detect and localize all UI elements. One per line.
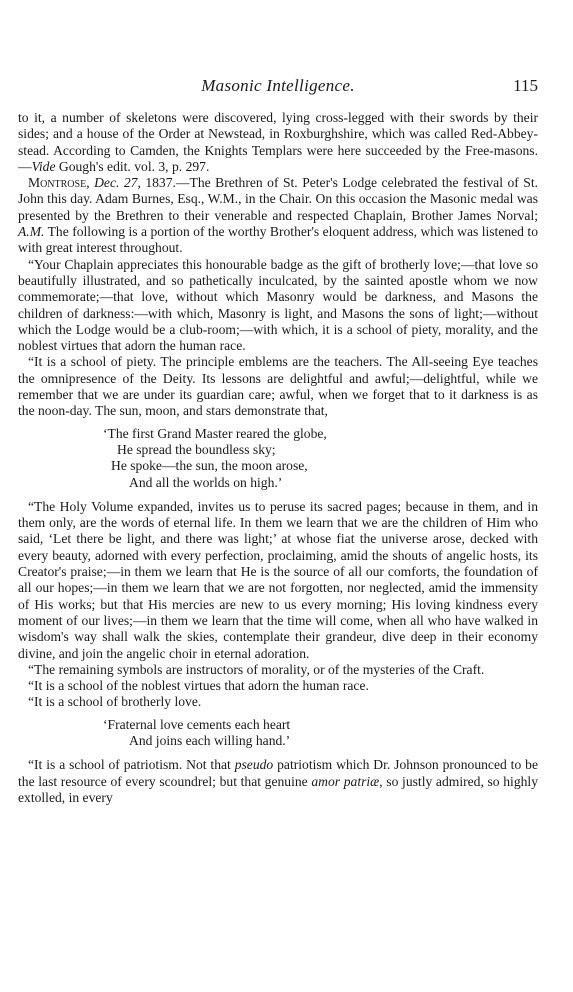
verse-line: And all the worlds on high.’ xyxy=(129,474,283,490)
place-name: Montrose xyxy=(28,175,87,191)
verse-line: He spread the boundless sky; xyxy=(117,441,276,457)
citation-text: Gough's edit. vol. 3, p. 297. xyxy=(55,158,210,174)
paragraph-text: The following is a portion of the worthy Brother's eloquent address, which was listened to with great interest throughout. xyxy=(18,224,538,256)
verse-line: ‘The first Grand Master reared the globe, xyxy=(103,425,327,441)
paragraph-brotherly-love: “It is a school of brotherly love. xyxy=(28,694,202,710)
running-head xyxy=(18,76,538,98)
verse-line: He spoke—the sun, the moon arose, xyxy=(111,458,308,474)
paragraph-piety: “It is a school of piety. The principle emblems are the teachers. The All-seeing Eye teaches the omnipresence of the Deity. Its lessons are delightful and awful;—delightful, while we remember that we are under its guardian care; awful, when we forget that to it darkness is as the noon-day. The sun, moon, and stars demonstrate that, xyxy=(18,354,538,419)
verse-fraternal-love xyxy=(18,717,538,750)
paragraph-chaplain: “Your Chaplain appreciates this honourable badge as the gift of brotherly love;—that love so beautifully illustrated, and so pathetically inculcated, by the sainted apostle whom we now commemorate;—that love, without which Masonry would be darkness, and Masons the children of darkness:—with which, Masonry is light, and Masons the sons of light;—without which the Lodge would be a club-room;—with which, it is a school of piety, morality, and the noblest virtues that adorn the human race. xyxy=(18,256,538,354)
paragraph-patriotism xyxy=(18,757,538,806)
running-title: Masonic Intelligence. xyxy=(201,76,355,95)
page-number: 115 xyxy=(513,76,538,95)
pseudo-term: pseudo xyxy=(234,757,274,773)
paragraph-montrose: Montrose, Dec. 27, 1837.—The Brethren of St. Peter's Lodge celebrated the festival of St. John this day. Adam Burnes, Esq., W.M., in the Chair. On this occasion the Masonic medal was presented by the Brethren to their venerable and respected Chaplain, Brother James Norval; A.M. The following is a portion of the worthy Brother's eloquent address, which was listened to with great interest throughout. xyxy=(18,175,538,256)
verse-line: And joins each willing hand.’ xyxy=(129,732,291,748)
vide-citation: Vide xyxy=(31,158,56,174)
paragraph-text: “It is a school of patriotism. Not that xyxy=(28,757,235,773)
paragraph-symbols: “The remaining symbols are instructors of morality, or of the mysteries of the Craft. xyxy=(28,661,485,677)
verse-grand-master xyxy=(18,426,538,491)
paragraph-holy-volume: “The Holy Volume expanded, invites us to peruse its sacred pages; because in them, and in them only, are the words of eternal life. In them we learn that we are the children of Him who said, ‘Let there be light, and there was light;’ at whose fiat the universe arose, decked with every beauty, adorned with every perfection, proclaiming, amid the shouts of angelic hosts, its Creator's praise;—in them we learn that He is the source of all our comforts, the foundation of all our hopes;—in them we learn that we are not forgotten, nor neglected, amid the immensity of His works; but that His mercies are new to us every morning; His loving kindness every moment of our lives;—in them we learn that the time will come, when all who have walked in wisdom's way shall walk the skies, contemplate their grandeur, dive deep in their economy divine, and join the angelic choir in eternal adoration. xyxy=(18,498,538,661)
paragraph-virtues: “It is a school of the noblest virtues that adorn the human race. xyxy=(28,678,369,694)
paragraph-text: , so justly admired, so highly extolled, in every xyxy=(18,773,539,805)
paragraph-text: to it, a number of skeletons were discovered, lying cross-legged with their swords by their sides; and a house of the Order at Newstead, in Roxburghshire, which was called Red-Abbey-stead. According to Camden, the Knights Templars were here succeeded by the Free-masons.— xyxy=(18,110,538,174)
paragraph-text: , 1837.—The Brethren of St. Peter's Lodge celebrated the festival of St. John this day. Adam Burnes, Esq., W.M., in the Chair. On this occasion the Masonic medal was presented by the Brethren to their venerable and respected Chaplain, Brother James Norval; xyxy=(18,175,538,223)
event-date: Dec. 27 xyxy=(94,175,138,191)
body-text xyxy=(18,110,538,806)
verse-line: ‘Fraternal love cements each heart xyxy=(103,716,291,732)
paragraph-text: patriotism which Dr. Johnson pronounced to be the last resource of every scoundrel; but that genuine xyxy=(18,757,538,789)
latin-phrase: amor patriæ xyxy=(311,773,380,789)
degree-abbrev: A.M. xyxy=(18,224,45,240)
paragraph-newstead xyxy=(18,110,538,175)
